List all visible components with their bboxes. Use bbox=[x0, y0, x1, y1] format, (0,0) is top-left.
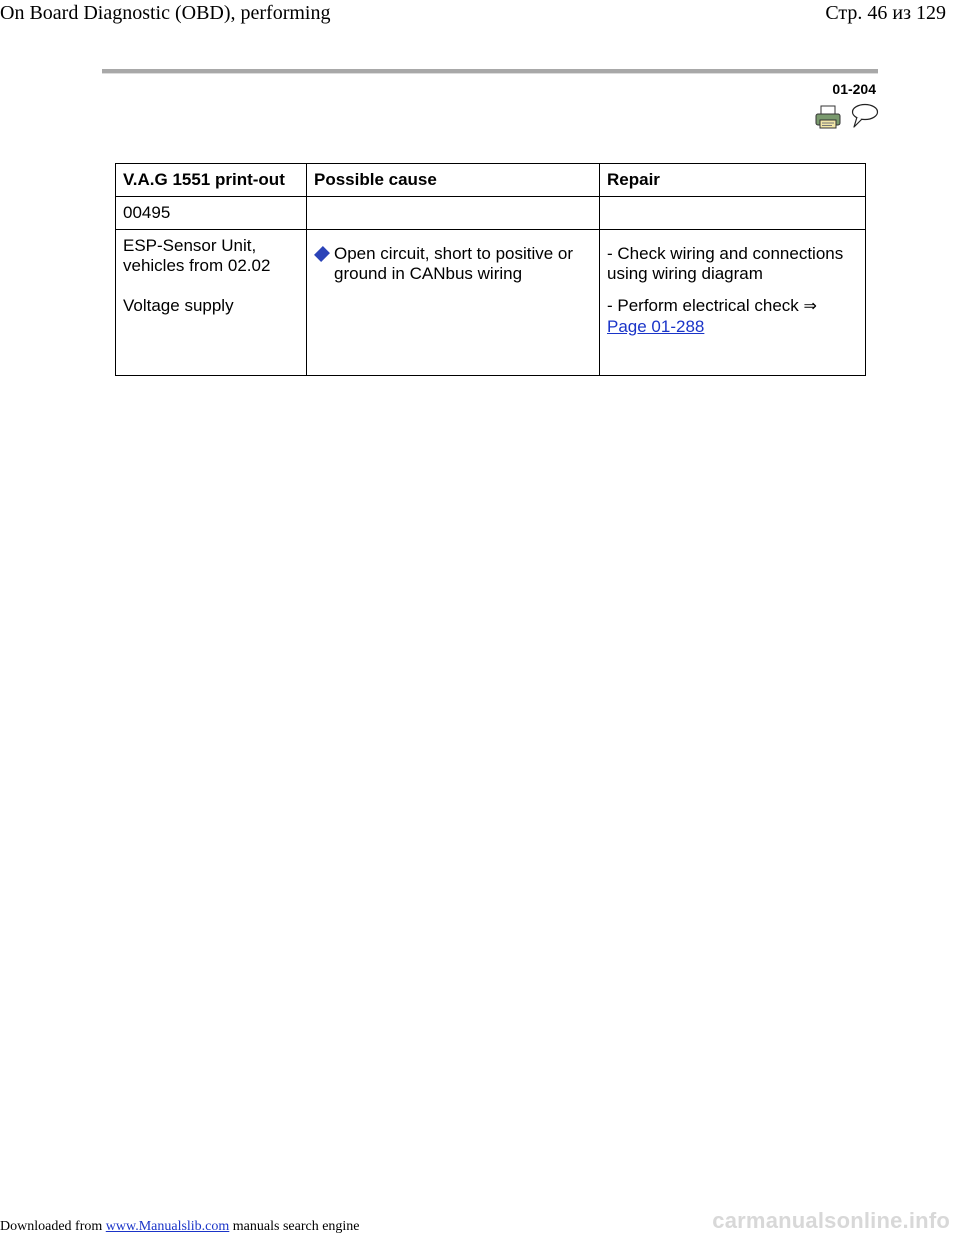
cause-cell bbox=[307, 230, 600, 376]
footer-prefix: Downloaded from bbox=[0, 1219, 103, 1234]
diagnostic-table bbox=[115, 163, 866, 376]
table-header-row bbox=[116, 164, 866, 197]
page-indicator: Стр. 46 из 129 bbox=[825, 2, 946, 24]
manualslib-link[interactable]: www.Manualslib.com bbox=[105, 1219, 230, 1234]
download-footer bbox=[0, 1219, 360, 1235]
component-vehicles: vehicles from 02.02 bbox=[123, 256, 271, 275]
column-header-printout: V.A.G 1551 print-out bbox=[116, 164, 307, 197]
arrow-right-icon: ⇒ bbox=[803, 298, 817, 315]
printer-icon[interactable] bbox=[815, 105, 841, 129]
fault-code-cell: 00495 bbox=[116, 197, 307, 230]
watermark-text: carmanualsonline.info bbox=[712, 1208, 950, 1233]
header-divider bbox=[102, 69, 878, 74]
empty-cell bbox=[600, 197, 866, 230]
component-name: ESP-Sensor Unit, bbox=[123, 236, 257, 255]
column-header-repair: Repair bbox=[600, 164, 866, 197]
table-row bbox=[116, 197, 866, 230]
cause-item bbox=[314, 236, 592, 284]
table-row bbox=[116, 230, 866, 376]
speech-bubble-icon[interactable] bbox=[847, 103, 879, 129]
cause-text: Open circuit, short to positive or ground in CANbus wiring bbox=[334, 244, 574, 283]
repair-step-electrical: - Perform electrical check bbox=[607, 296, 799, 315]
column-header-cause: Possible cause bbox=[307, 164, 600, 197]
document-title: On Board Diagnostic (OBD), performing bbox=[0, 2, 331, 24]
diamond-bullet-icon bbox=[314, 246, 330, 262]
footer-suffix: manuals search engine bbox=[232, 1219, 360, 1234]
page-reference-link[interactable]: Page 01-288 bbox=[607, 317, 705, 336]
component-fault-type: Voltage supply bbox=[123, 296, 234, 315]
repair-cell bbox=[600, 230, 866, 376]
empty-cell bbox=[307, 197, 600, 230]
component-cell bbox=[116, 230, 307, 376]
page-code: 01-204 bbox=[832, 81, 876, 97]
repair-step-check: - Check wiring and connections using wiring diagram bbox=[607, 244, 844, 283]
